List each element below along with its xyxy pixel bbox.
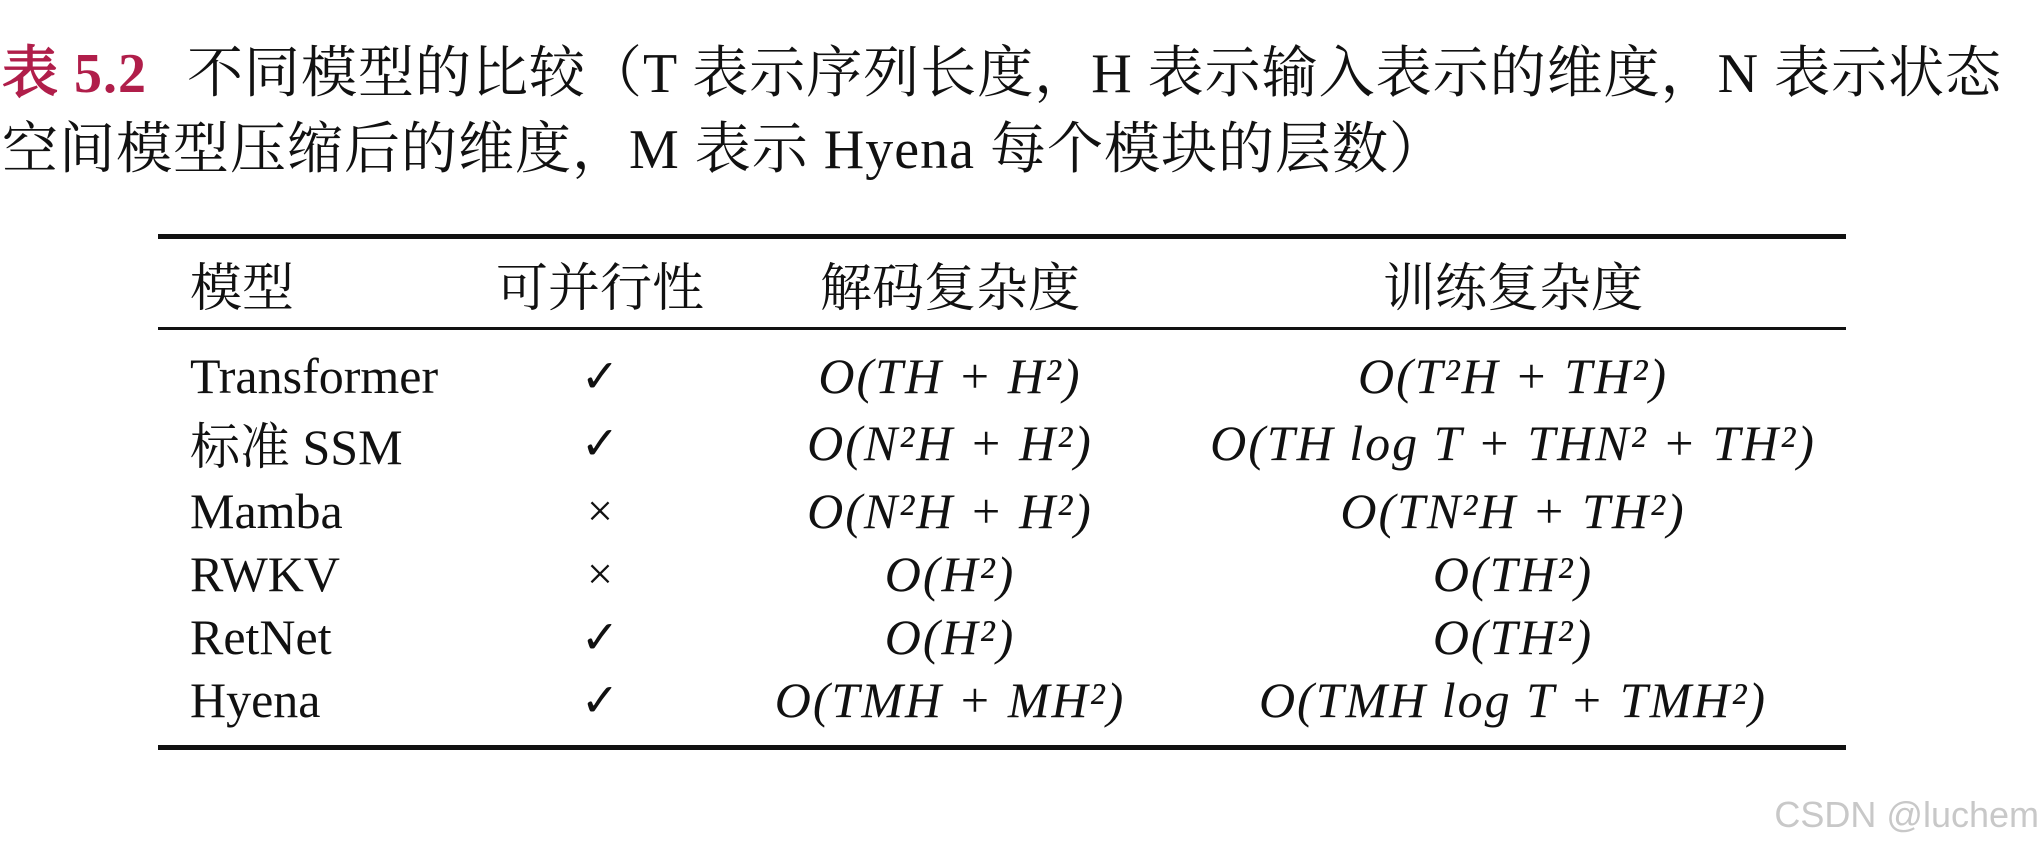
caption-text: 不同模型的比较（T 表示序列长度，H 表示输入表示的维度，N 表示状态空间模型压缩后的维度，M 表示 Hyena 每个模块的层数）	[2, 43, 2003, 181]
model-name: Hyena	[190, 671, 321, 728]
decode-complexity: O(H²)	[884, 545, 1016, 602]
comparison-table	[158, 234, 1846, 750]
parallel-mark: ×	[587, 548, 613, 599]
train-complexity: O(TH²)	[1432, 545, 1594, 602]
train-complexity: O(TN²H + TH²)	[1340, 482, 1686, 539]
parallel-mark: ✓	[580, 418, 620, 469]
decode-complexity: O(TMH + MH²)	[774, 671, 1126, 728]
decode-complexity: O(N²H + H²)	[807, 482, 1093, 539]
model-name: 标准 SSM	[190, 419, 403, 475]
parallel-mark: ✓	[580, 611, 620, 663]
table-row	[158, 668, 1846, 745]
train-complexity: O(TH²)	[1432, 608, 1594, 665]
model-name: RWKV	[190, 545, 340, 602]
parallel-mark: ×	[587, 485, 613, 536]
table-row	[158, 479, 1846, 542]
decode-complexity: O(TH + H²)	[818, 347, 1082, 404]
table-bottom-rule	[158, 745, 1846, 750]
parallel-mark: ✓	[580, 674, 620, 726]
table-row	[158, 542, 1846, 605]
parallel-mark: ✓	[580, 350, 620, 402]
train-complexity: O(TH log T + THN² + TH²)	[1210, 415, 1816, 471]
train-complexity: O(T²H + TH²)	[1358, 347, 1668, 404]
table-caption	[2, 36, 2032, 188]
table-header-row	[158, 239, 1846, 327]
model-name: Mamba	[190, 482, 343, 539]
model-name: RetNet	[190, 608, 332, 665]
table-row	[158, 407, 1846, 479]
train-complexity: O(TMH log T + TMH²)	[1258, 671, 1768, 728]
header-decode-complexity: 解码复杂度	[819, 260, 1080, 318]
model-name: Transformer	[190, 347, 439, 404]
table-row	[158, 605, 1846, 668]
caption-label: 表 5.2	[2, 43, 147, 105]
header-parallelism: 可并行性	[495, 260, 704, 318]
decode-complexity: O(H²)	[884, 608, 1016, 665]
header-train-complexity: 训练复杂度	[1382, 260, 1643, 318]
table-row	[158, 330, 1846, 407]
watermark: CSDN @luchem	[1774, 794, 2039, 835]
decode-complexity: O(N²H + H²)	[807, 415, 1093, 471]
header-model: 模型	[190, 260, 295, 318]
